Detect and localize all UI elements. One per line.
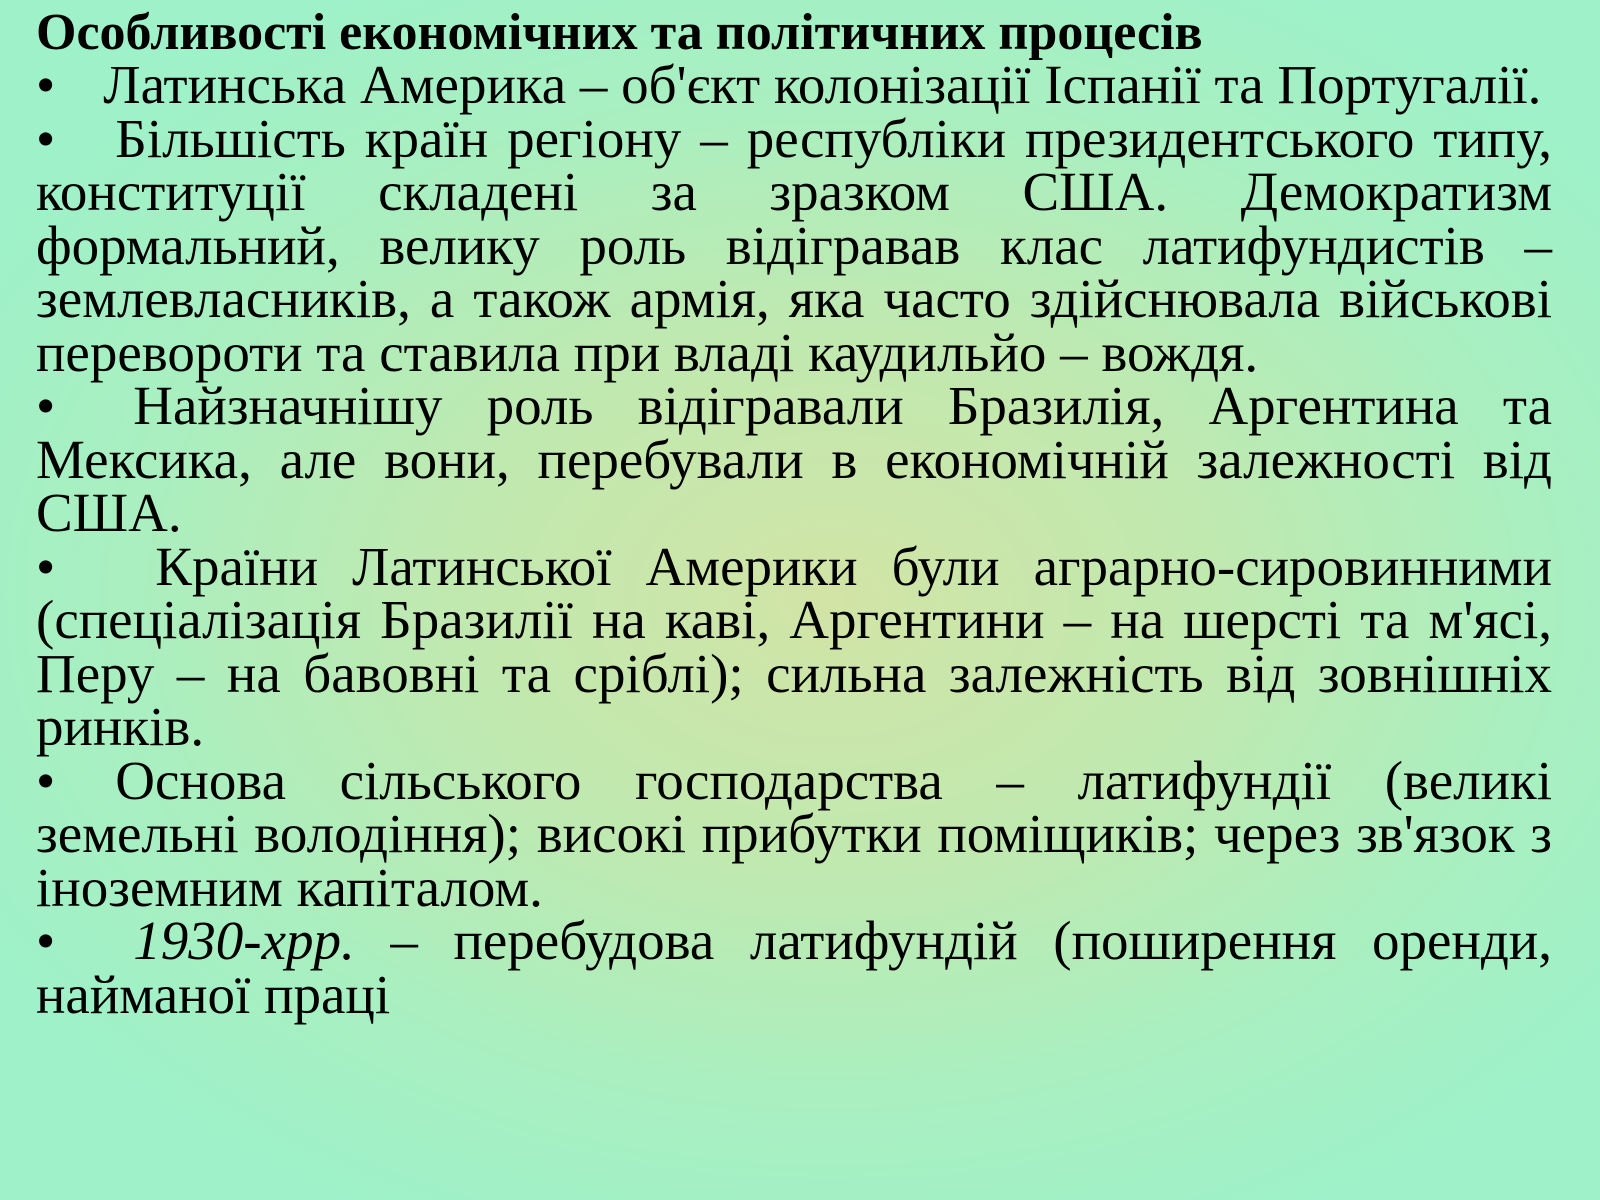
bullet-text: Латинська Америка – об'єкт колонізації Іспанії та Португалії. [103,54,1542,115]
bullet-item-latifundia [36,749,1552,918]
period-label: 1930-хрр. [133,910,355,971]
bullet-icon: • [36,54,56,115]
bullet-item-colonization [36,54,1552,115]
bullet-list [36,54,1552,1025]
slide-content [36,4,1552,1025]
bullet-text: Основа сільського господарства – латифундії (великі земельні володіння); високі прибутки поміщиків; через зв'язок з іноземним капіталом. [36,749,1552,918]
bullet-item-leading-countries [36,375,1552,543]
bullet-icon: • [36,107,56,169]
bullet-text: Більшість країн регіону – республіки президентського типу, конституції складені за зразком США. Демократизм формальний, велику роль відігравав клас латифундистів – землевласників, а також армія, яка часто здійснювала військові перевороти та ставила при владі каудильйо – вождя. [36,107,1552,383]
bullet-item-republics [36,107,1552,383]
bullet-icon: • [36,535,56,597]
bullet-text: – перебудова латифундій (поширення оренди, найманої праці [36,910,1552,1025]
bullet-item-agrarian-economy [36,535,1552,757]
bullet-text: Країни Латинської Америки були аграрно-сировинними (спеціалізація Бразилії на каві, Аргентини – на шерсті та м'ясі, Перу – на бавовні та сріблі); сильна залежність від зовнішніх ринків. [36,535,1552,757]
slide-title: Особливості економічних та політичних процесів [36,4,1203,61]
bullet-icon: • [36,749,56,811]
bullet-icon: • [36,375,56,436]
bullet-icon: • [36,910,56,971]
bullet-item-1930s [36,910,1552,1025]
bullet-text: Найзначнішу роль відігравали Бразилія, Аргентина та Мексика, але вони, перебували в економічній залежності від США. [36,375,1552,543]
